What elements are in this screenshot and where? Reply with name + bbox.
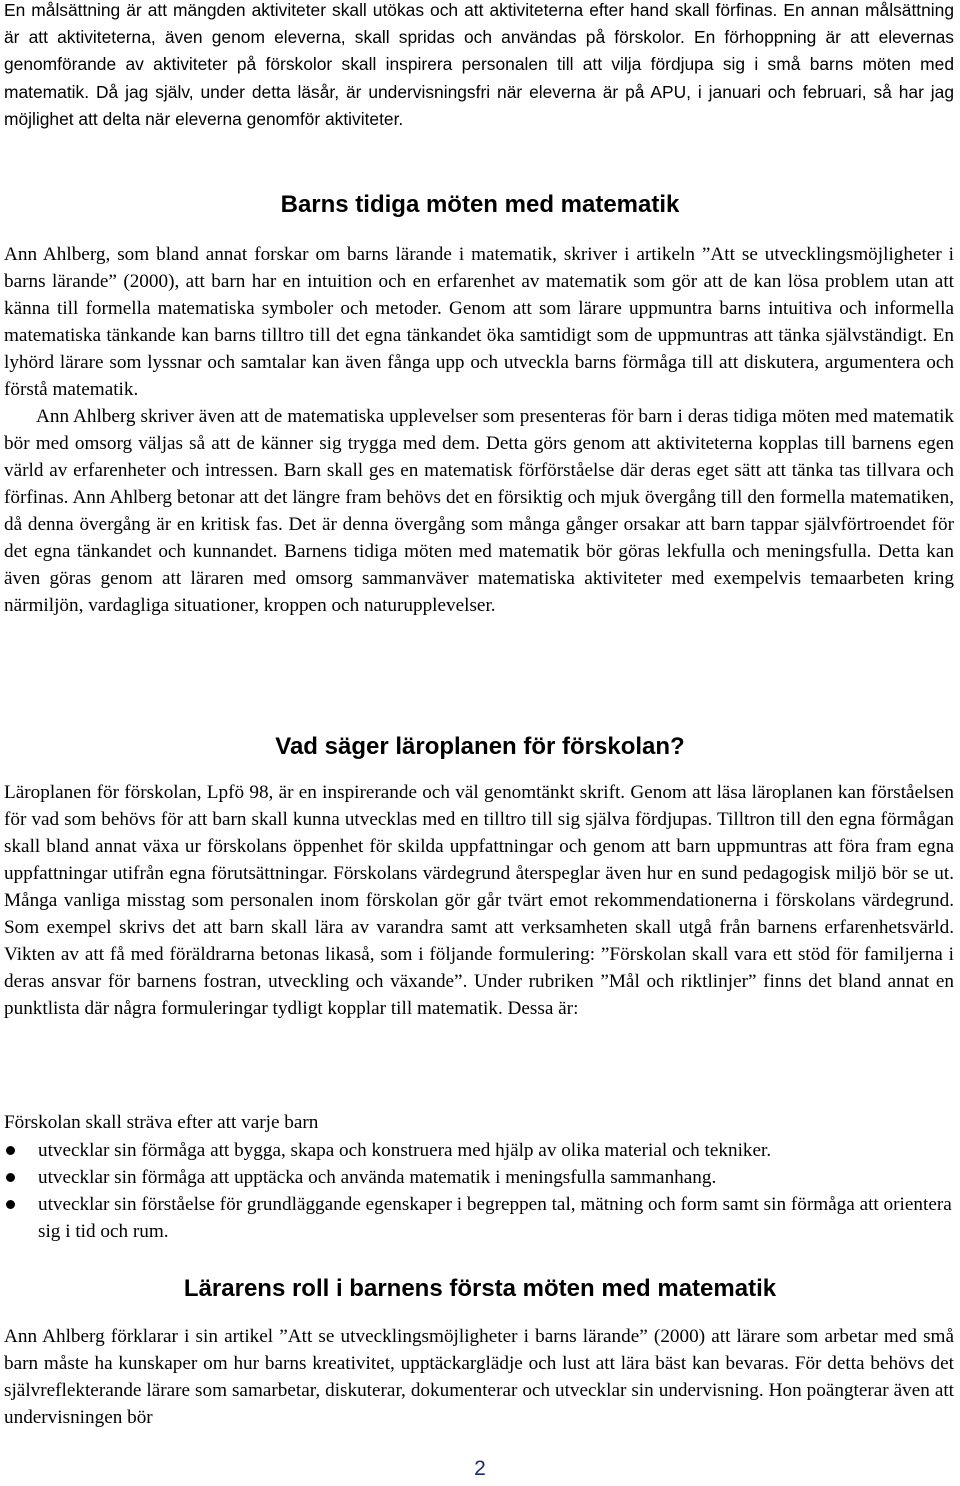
body-paragraph: Ann Ahlberg, som bland annat forskar om barns lärande i matematik, skriver i artikeln ”Att se utvecklingsmöjligheter i barns lärande” (2000), att barn har en intuition och en erfarenhet av matematik som gör att de kan lösa problem utan att känna till formella matematiska symboler och metoder. Genom att som lärare uppmuntra barns intuitiva och informella matematiska tänkande kan barns tilltro till det egna tänkandet öka samtidigt som de uppmuntras att tänka självständigt. En lyhörd lärare som lyssnar och samtalar kan även fånga upp och utveckla barns förmåga till att diskutera, argumentera och förstå matematik. (4, 244, 954, 400)
list-item (4, 1137, 954, 1164)
list-item-text: utvecklar sin förmåga att bygga, skapa och konstruera med hjälp av olika material och tekniker. (38, 1140, 772, 1161)
list-item-text: utvecklar sin förmåga att upptäcka och använda matematik i meningsfulla sammanhang. (38, 1167, 717, 1188)
section-lararens-roll (4, 1323, 954, 1431)
list-item-text: utvecklar sin förståelse för grundläggande egenskaper i begreppen tal, mätning och form samt sin förmåga att orientera sig i tid och rum. (38, 1194, 952, 1242)
list-item (4, 1191, 954, 1245)
bullet-icon (6, 1200, 15, 1209)
list-intro: Förskolan skall sträva efter att varje barn (4, 1112, 319, 1133)
section-heading-laroplanen: Vad säger läroplanen för förskolan? (275, 733, 685, 760)
bullet-icon (6, 1146, 15, 1155)
body-paragraph: Läroplanen för förskolan, Lpfö 98, är en inspirerande och väl genomtänkt skrift. Genom att läsa läroplanen kan förståelsen för vad som behövs för att barn skall kunna utvecklas med en tilltro till sig själva fördjupas. Tilltron till den egna förmågan skall bland annat växa ur förskolans öppenhet för skilda uppfattningar och genom att barn uppmuntras att föra fram egna uppfattningar utifrån egna förutsättningar. Förskolans värdegrund återspeglar även hur en sund pedagogisk miljö bör se ut. Många vanliga misstag som personalen inom förskolan gör går tvärt emot rekommendationerna i förskolans värdegrund. Som exempel skrivs det att barn skall lära av varandra samt att verksamheten skall utgå från barnens erfarenhetsvärld. Vikten av att få med föräldrarna betonas likaså, som i följande formulering: ”Förskolan skall vara ett stöd för familjerna i deras ansvar för barnens fostran, utveckling och växande”. Under rubriken ”Mål och riktlinjer” finns det bland annat en punktlista där några formuleringar tydligt kopplar till matematik. Dessa är: (4, 782, 954, 1019)
section-barns-tidiga-moten (4, 241, 954, 619)
section-laroplanen (4, 779, 954, 1022)
body-paragraph: Ann Ahlberg skriver även att de matematiska upplevelser som presenteras för barn i deras tidiga möten med matematik bör med omsorg väljas så att de känner sig trygga med dem. Detta görs genom att aktiviteterna kopplas till barnens egen värld av erfarenheter och intressen. Barn skall ges en matematisk förförståelse där deras eget sätt att tänka tas tillvara och förfinas. Ann Ahlberg betonar att det längre fram behövs det en försiktig och mjuk övergång till den formella matematiken, då denna övergång är en kritisk fas. Det är denna övergång som många gånger orsakar att barn tappar självförtroendet för det egna tänkandet och kunnandet. Barnens tidiga möten med matematik bör göras lekfulla och meningsfulla. Detta kan även göras genom att läraren med omsorg sammanväver matematiska aktiviteter med exempelvis temaarbeten kring närmiljön, vardagliga situationer, kroppen och naturupplevelser. (4, 406, 954, 616)
goal-list (4, 1137, 954, 1245)
bullet-icon (6, 1173, 15, 1182)
body-paragraph: Ann Ahlberg förklarar i sin artikel ”Att se utvecklingsmöjligheter i barns lärande” (2000) att lärare som arbetar med små barn måste ha kunskaper om hur barns kreativitet, upptäckarglädje och lust att lära bäst kan bevaras. För detta behövs det självreflekterande lärare som samarbetar, diskuterar, dokumenterar och utvecklar sin undervisning. Hon poängterar även att undervisningen bör (4, 1326, 954, 1428)
section-heading-barns-tidiga-moten: Barns tidiga möten med matematik (280, 191, 680, 218)
intro-paragraph: En målsättning är att mängden aktiviteter skall utökas och att aktiviteterna efter hand skall förfinas. En annan målsättning är att aktiviteterna, även genom eleverna, skall spridas och användas på förskolor. En förhoppning är att elevernas genomförande av aktiviteter på förskolor skall inspirera personalen till att vilja fördjupa sig i små barns möten med matematik. Då jag själv, under detta läsår, är undervisningsfri när eleverna är på APU, i januari och februari, så har jag möjlighet att delta när eleverna genomför aktiviteter. (4, 0, 954, 129)
page-number: 2 (474, 1457, 486, 1480)
list-item (4, 1164, 954, 1191)
section-heading-lararens-roll: Lärarens roll i barnens första möten med matematik (183, 1275, 777, 1302)
